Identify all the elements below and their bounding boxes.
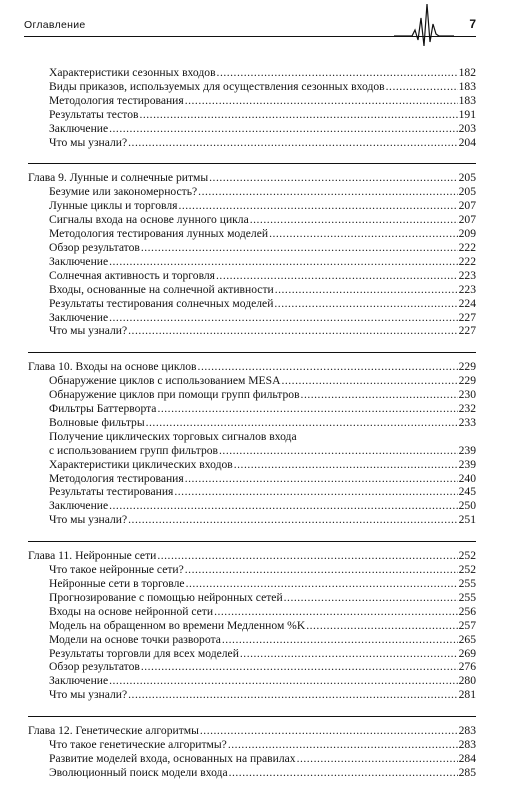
- toc-leader-dots: [386, 80, 458, 94]
- toc-entry-label: Обзор результатов: [49, 240, 140, 254]
- toc-leader-dots: [209, 171, 457, 185]
- toc-leader-dots: [141, 241, 458, 255]
- toc-entry: [28, 283, 476, 297]
- toc-entry-page: 255: [458, 590, 476, 604]
- toc-entry-label: с использованием групп фильтров: [49, 443, 219, 457]
- toc-entry-label: Волновые фильтры: [49, 415, 145, 429]
- toc-entry-label: Входы на основе нейронной сети: [49, 604, 214, 618]
- section-divider: [28, 163, 476, 164]
- toc-entry-label: Что мы узнали?: [49, 513, 128, 527]
- toc-entry: [28, 752, 476, 766]
- toc-entry-page: 227: [458, 310, 476, 324]
- toc-entry-label: Нейронные сети в торговле: [49, 577, 185, 590]
- toc-leader-dots: [275, 283, 458, 297]
- toc-entry-page: 191: [458, 107, 476, 121]
- toc-entry: [28, 416, 476, 430]
- toc-entry-page: 252: [458, 563, 476, 577]
- toc-entry: [28, 255, 476, 269]
- toc-entry-label: Глава 9. Лунные и солнечные ритмы: [28, 171, 209, 185]
- toc-entry-label: Безумие или закономерность?: [49, 185, 198, 199]
- toc-entry-page: 281: [458, 688, 476, 702]
- toc-entry: [28, 108, 476, 122]
- toc-leader-dots: [214, 605, 458, 619]
- toc-section: [28, 541, 476, 702]
- toc-entry: [28, 269, 476, 283]
- toc-entry-label: Что такое генетические алгоритмы?: [49, 738, 227, 752]
- header-title: Оглавление: [24, 19, 86, 31]
- toc-entry: [28, 513, 476, 527]
- toc-section: [28, 716, 476, 780]
- toc-entry-page: 257: [458, 618, 476, 632]
- toc-entry-page: 239: [458, 443, 476, 457]
- toc-entry-page: 280: [458, 674, 476, 688]
- toc-leader-dots: [229, 766, 458, 780]
- toc-leader-dots: [128, 513, 457, 527]
- toc-entry-label: Результаты торговли для всех моделей: [49, 646, 239, 660]
- toc-section: [28, 352, 476, 527]
- toc-entry: [28, 633, 476, 647]
- toc-leader-dots: [217, 66, 458, 80]
- toc-entry: [28, 213, 476, 227]
- toc-entry-label: Что мы узнали?: [49, 688, 128, 702]
- toc-entry-page: 284: [458, 751, 476, 765]
- toc-entry: [28, 647, 476, 661]
- toc-leader-dots: [198, 360, 458, 374]
- toc-leader-dots: [185, 563, 458, 577]
- toc-entry-page: 232: [458, 402, 476, 416]
- toc-entry-page: 223: [458, 268, 476, 282]
- toc-entry: [28, 563, 476, 577]
- toc-entry: [28, 94, 476, 108]
- toc-entry-page: 283: [458, 738, 476, 752]
- toc-entry-page: 265: [458, 632, 476, 646]
- toc-entry-label: Результаты тестов: [49, 107, 139, 121]
- toc-entry-label: Развитие моделей входа, основанных на правилах: [49, 751, 296, 765]
- toc-entry-label: Модель на обращенном во времени Медленном %K: [49, 618, 306, 632]
- toc-entry-label: Заключение: [49, 121, 109, 135]
- toc-entry: [28, 324, 476, 338]
- toc-entry-label: Солнечная активность и торговля: [49, 268, 216, 282]
- toc-leader-dots: [139, 108, 457, 122]
- toc-entry: [28, 499, 476, 513]
- toc-entry-label: Глава 10. Входы на основе циклов: [28, 360, 197, 374]
- toc-entry-label: Входы, основанные на солнечной активности: [49, 282, 274, 296]
- toc-leader-dots: [109, 255, 457, 269]
- toc-leader-dots: [281, 374, 457, 388]
- toc-entry: [28, 297, 476, 311]
- toc-entry-page: 251: [458, 513, 476, 527]
- toc-leader-dots: [128, 688, 457, 702]
- toc-entry: [28, 444, 476, 458]
- toc-leader-dots: [157, 402, 457, 416]
- toc-entry-page: 252: [458, 549, 476, 563]
- toc-leader-dots: [174, 485, 457, 499]
- toc-entry-page: 205: [458, 171, 476, 185]
- toc-entry-label: Методология тестирования лунных моделей: [49, 227, 269, 241]
- section-divider: [28, 716, 476, 717]
- toc-entry: [28, 136, 476, 150]
- toc-entry-page: 207: [458, 199, 476, 213]
- toc-entry: [28, 185, 476, 199]
- toc-entry-label: Методология тестирования: [49, 93, 184, 107]
- toc-leader-dots: [297, 752, 458, 766]
- header-page-number: 7: [469, 17, 476, 31]
- toc-entry-label: Обнаружение циклов при помощи групп фильтров: [49, 388, 300, 402]
- toc-entry-label: Методология тестирования: [49, 471, 184, 485]
- toc-leader-dots: [198, 185, 457, 199]
- toc-leader-dots: [228, 738, 458, 752]
- toc-leader-dots: [284, 591, 458, 605]
- toc-entry-label: Глава 12. Генетические алгоритмы: [28, 724, 199, 738]
- section-divider: [28, 352, 476, 353]
- toc-leader-dots: [185, 472, 458, 486]
- toc-entry-label: Характеристики циклических входов: [49, 457, 233, 471]
- toc-chapter-entry: [28, 171, 476, 185]
- toc-entry-page: 222: [458, 240, 476, 254]
- toc-entry-page: 233: [458, 415, 476, 429]
- toc-entry: [28, 66, 476, 80]
- toc-leader-dots: [128, 324, 457, 338]
- toc-entry: [28, 591, 476, 605]
- toc-entry-label: Заключение: [49, 499, 109, 513]
- toc-entry-page: 283: [458, 724, 476, 738]
- toc-entry-page: 269: [458, 646, 476, 660]
- toc-entry-label: Эволюционный поиск модели входа: [49, 765, 228, 779]
- toc-entry-label: Что мы узнали?: [49, 324, 128, 338]
- toc-entry-page: 223: [458, 282, 476, 296]
- toc-entry-page: 285: [458, 765, 476, 779]
- toc-entry-page: 224: [458, 296, 476, 310]
- toc-entry: [28, 577, 476, 591]
- toc-entry-page: 207: [458, 213, 476, 227]
- toc-entry-label: Заключение: [49, 254, 109, 268]
- toc-entry: [28, 227, 476, 241]
- toc-entry: [28, 660, 476, 674]
- toc-leader-dots: [240, 647, 458, 661]
- toc-entry-label: Результаты тестирования солнечных моделей: [49, 296, 274, 310]
- header-rule: [24, 36, 476, 37]
- toc-chapter-entry: [28, 360, 476, 374]
- toc-entry-page: 182: [458, 66, 476, 79]
- toc-leader-dots: [109, 122, 457, 136]
- toc-leader-dots: [146, 416, 458, 430]
- toc-leader-dots: [128, 136, 457, 150]
- toc-entry-label-line: Получение циклических торговых сигналов входа: [49, 429, 297, 443]
- toc-entry: [28, 388, 476, 402]
- toc-leader-dots: [200, 724, 458, 738]
- toc-leader-dots: [216, 269, 458, 283]
- toc-entry-page: 240: [458, 471, 476, 485]
- toc-entry-label: Что мы узнали?: [49, 135, 128, 149]
- toc-leader-dots: [269, 227, 458, 241]
- toc-section: [28, 163, 476, 338]
- toc-leader-dots: [274, 297, 457, 311]
- toc-entry-page: 229: [458, 374, 476, 388]
- toc-entry-page: 255: [458, 577, 476, 590]
- toc-leader-dots: [141, 660, 458, 674]
- toc-entry: [28, 122, 476, 136]
- toc-leader-dots: [250, 213, 458, 227]
- toc-entry: [28, 605, 476, 619]
- toc-entry: [28, 688, 476, 702]
- toc-entry-page: 204: [458, 135, 476, 149]
- pulse-line-icon: [394, 0, 454, 46]
- toc-entry: [28, 472, 476, 486]
- toc-entry-label: Обнаружение циклов с использованием MESA: [49, 374, 281, 388]
- toc-entry-label: Обзор результатов: [49, 660, 140, 674]
- toc-leader-dots: [219, 444, 458, 458]
- toc-section: [28, 66, 476, 149]
- toc-leader-dots: [109, 674, 457, 688]
- page-header: [24, 0, 476, 46]
- toc-entry-page: 183: [458, 79, 476, 93]
- toc-entry: [28, 311, 476, 325]
- toc-entry-page: 245: [458, 485, 476, 499]
- toc-entry-page: 250: [458, 499, 476, 513]
- toc-leader-dots: [185, 94, 458, 108]
- toc-entry-label: Сигналы входа на основе лунного цикла: [49, 213, 249, 227]
- toc-entry-page: 276: [458, 660, 476, 674]
- toc-entry-label: Глава 11. Нейронные сети: [28, 549, 157, 563]
- toc-entry: [28, 485, 476, 499]
- toc-leader-dots: [157, 549, 457, 563]
- toc-entry: [28, 402, 476, 416]
- toc-leader-dots: [178, 199, 457, 213]
- toc-entry: [28, 374, 476, 388]
- toc-entry-label: Что такое нейронные сети?: [49, 563, 184, 577]
- toc-leader-dots: [234, 458, 458, 472]
- toc-entry-page: 183: [458, 93, 476, 107]
- toc-entry-page: 209: [458, 227, 476, 241]
- toc-entry: [28, 766, 476, 780]
- toc-entry-page: 230: [458, 388, 476, 402]
- toc-leader-dots: [186, 577, 458, 591]
- toc-leader-dots: [109, 311, 457, 325]
- toc-leader-dots: [301, 388, 458, 402]
- toc-entry: [28, 674, 476, 688]
- toc-leader-dots: [109, 499, 457, 513]
- toc-entry-label: Заключение: [49, 310, 109, 324]
- toc-entry-label: Характеристики сезонных входов: [49, 66, 216, 79]
- toc-entry: [28, 241, 476, 255]
- toc-leader-dots: [306, 619, 457, 633]
- toc-entry-page: 227: [458, 324, 476, 338]
- toc-entry-label: Лунные циклы и торговля: [49, 199, 178, 213]
- toc-entry: [28, 738, 476, 752]
- toc-entry-page: 229: [458, 360, 476, 374]
- toc-entry-label: Модели на основе точки разворота: [49, 632, 221, 646]
- toc-entry-label: Заключение: [49, 674, 109, 688]
- toc-entry-label: Фильтры Баттерворта: [49, 402, 157, 416]
- toc-entry-label: Прогнозирование с помощью нейронных сетей: [49, 590, 283, 604]
- toc-entry-label: Результаты тестирования: [49, 485, 174, 499]
- toc-entry-page: 222: [458, 254, 476, 268]
- toc-entry-label: Виды приказов, используемых для осуществления сезонных входов: [49, 79, 385, 93]
- section-divider: [28, 541, 476, 542]
- toc-entry-page: 256: [458, 604, 476, 618]
- toc-entry: [28, 80, 476, 94]
- table-of-contents: [28, 66, 476, 794]
- toc-chapter-entry: [28, 724, 476, 738]
- toc-entry-page: 205: [458, 185, 476, 199]
- toc-entry: [28, 619, 476, 633]
- toc-entry: [28, 199, 476, 213]
- toc-chapter-entry: [28, 549, 476, 563]
- toc-entry-page: 203: [458, 121, 476, 135]
- toc-entry-page: 239: [458, 457, 476, 471]
- toc-leader-dots: [222, 633, 458, 647]
- toc-entry: [28, 458, 476, 472]
